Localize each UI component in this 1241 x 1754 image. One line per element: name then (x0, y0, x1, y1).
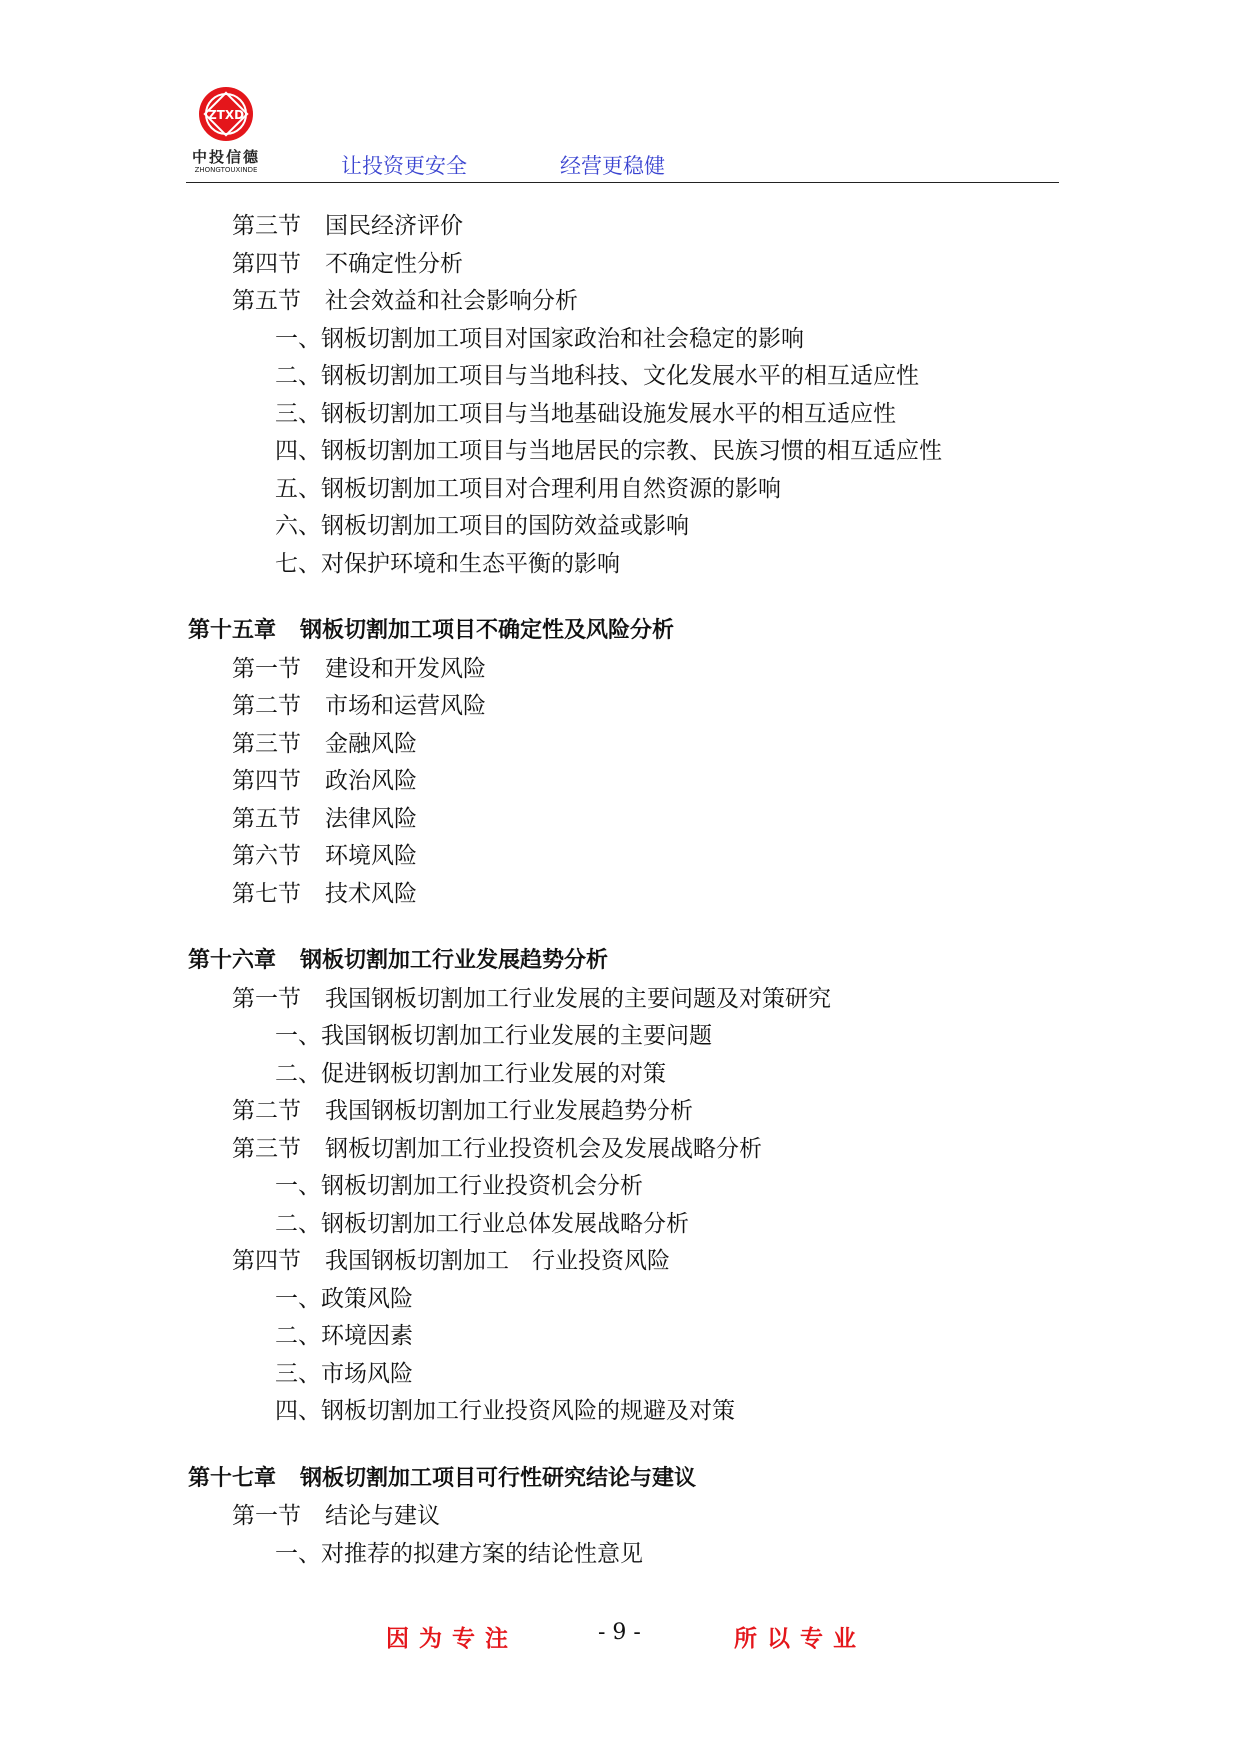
section-number: 第一节 (232, 656, 301, 682)
section-number: 第五节 (232, 806, 301, 832)
section-number: 第三节 (232, 1136, 301, 1162)
toc-item: 二、促进钢板切割加工行业发展的对策 (275, 1061, 666, 1087)
logo-mark-text: ZTXD (207, 108, 245, 122)
section-title: 法律风险 (325, 806, 417, 832)
logo-chinese-name: 中投信德 (191, 148, 260, 166)
toc-section (232, 805, 417, 833)
section-number: 第四节 (232, 768, 301, 794)
toc-section (232, 287, 578, 315)
toc-section (232, 767, 417, 795)
section-number: 第五节 (232, 288, 301, 314)
company-logo (186, 84, 266, 178)
section-number: 第四节 (232, 251, 301, 277)
toc-section (232, 842, 417, 870)
header-slogan-right: 经营更稳健 (560, 154, 665, 178)
chapter-number: 第十六章 (188, 948, 277, 973)
section-number: 第七节 (232, 881, 301, 907)
toc-chapter-heading (188, 947, 608, 975)
logo-emblem-icon (186, 84, 266, 146)
toc-section (232, 985, 831, 1013)
toc-item: 一、对推荐的拟建方案的结论性意见 (275, 1541, 643, 1567)
section-title: 结论与建议 (325, 1503, 440, 1529)
toc-item: 一、钢板切割加工行业投资机会分析 (275, 1173, 643, 1199)
section-title: 建设和开发风险 (325, 656, 486, 682)
page-header (186, 84, 1059, 183)
section-number: 第六节 (232, 843, 301, 869)
toc-section (232, 730, 417, 758)
toc-item: 四、钢板切割加工行业投资风险的规避及对策 (275, 1398, 735, 1424)
chapter-title: 钢板切割加工行业发展趋势分析 (300, 948, 609, 973)
section-title: 市场和运营风险 (325, 693, 486, 719)
toc-section (232, 655, 486, 683)
toc-section (232, 212, 463, 240)
section-title: 钢板切割加工行业投资机会及发展战略分析 (325, 1136, 762, 1162)
toc-item: 一、钢板切割加工项目对国家政治和社会稳定的影响 (275, 326, 804, 352)
section-title: 环境风险 (325, 843, 417, 869)
section-title: 我国钢板切割加工行业发展趋势分析 (325, 1098, 693, 1124)
section-number: 第一节 (232, 1503, 301, 1529)
section-title: 不确定性分析 (325, 251, 463, 277)
section-number: 第二节 (232, 1098, 301, 1124)
toc-item: 三、钢板切割加工项目与当地基础设施发展水平的相互适应性 (275, 401, 896, 427)
section-title: 金融风险 (325, 731, 417, 757)
page-number: - 9 - (598, 1620, 641, 1645)
toc-item: 一、政策风险 (275, 1286, 413, 1312)
toc-section (232, 1502, 440, 1530)
section-number: 第四节 (232, 1248, 301, 1274)
header-slogan-left: 让投资更安全 (341, 154, 467, 178)
section-number: 第一节 (232, 986, 301, 1012)
chapter-title: 钢板切割加工项目不确定性及风险分析 (300, 618, 675, 643)
toc-item: 六、钢板切割加工项目的国防效益或影响 (275, 513, 689, 539)
toc-item: 二、钢板切割加工行业总体发展战略分析 (275, 1211, 689, 1237)
toc-item: 二、环境因素 (275, 1323, 413, 1349)
toc-chapter-heading (188, 1465, 696, 1493)
chapter-number: 第十五章 (188, 618, 277, 643)
footer-motto-left: 因为专注 (386, 1626, 518, 1652)
toc-item: 三、市场风险 (275, 1361, 413, 1387)
toc-section (232, 880, 417, 908)
section-title: 我国钢板切割加工行业发展的主要问题及对策研究 (325, 986, 831, 1012)
page-footer (0, 1620, 1241, 1660)
toc-section (232, 250, 463, 278)
section-title: 政治风险 (325, 768, 417, 794)
section-number: 第三节 (232, 213, 301, 239)
toc-chapter-heading (188, 617, 674, 645)
section-title: 技术风险 (325, 881, 417, 907)
toc-section (232, 1135, 762, 1163)
section-number: 第三节 (232, 731, 301, 757)
toc-section (232, 1247, 670, 1275)
toc-item: 二、钢板切割加工项目与当地科技、文化发展水平的相互适应性 (275, 363, 919, 389)
toc-item: 五、钢板切割加工项目对合理利用自然资源的影响 (275, 476, 781, 502)
toc-item: 七、对保护环境和生态平衡的影响 (275, 551, 620, 577)
section-number: 第二节 (232, 693, 301, 719)
logo-english-name: ZHONGTOUXINDE (194, 166, 258, 174)
section-title: 社会效益和社会影响分析 (325, 288, 578, 314)
chapter-number: 第十七章 (188, 1466, 277, 1491)
footer-motto-right: 所以专业 (734, 1626, 866, 1652)
section-title: 我国钢板切割加工 行业投资风险 (325, 1248, 670, 1274)
chapter-title: 钢板切割加工项目可行性研究结论与建议 (300, 1466, 697, 1491)
toc-item: 四、钢板切割加工项目与当地居民的宗教、民族习惯的相互适应性 (275, 438, 942, 464)
section-title: 国民经济评价 (325, 213, 463, 239)
toc-item: 一、我国钢板切割加工行业发展的主要问题 (275, 1023, 712, 1049)
toc-section (232, 692, 486, 720)
toc-section (232, 1097, 693, 1125)
